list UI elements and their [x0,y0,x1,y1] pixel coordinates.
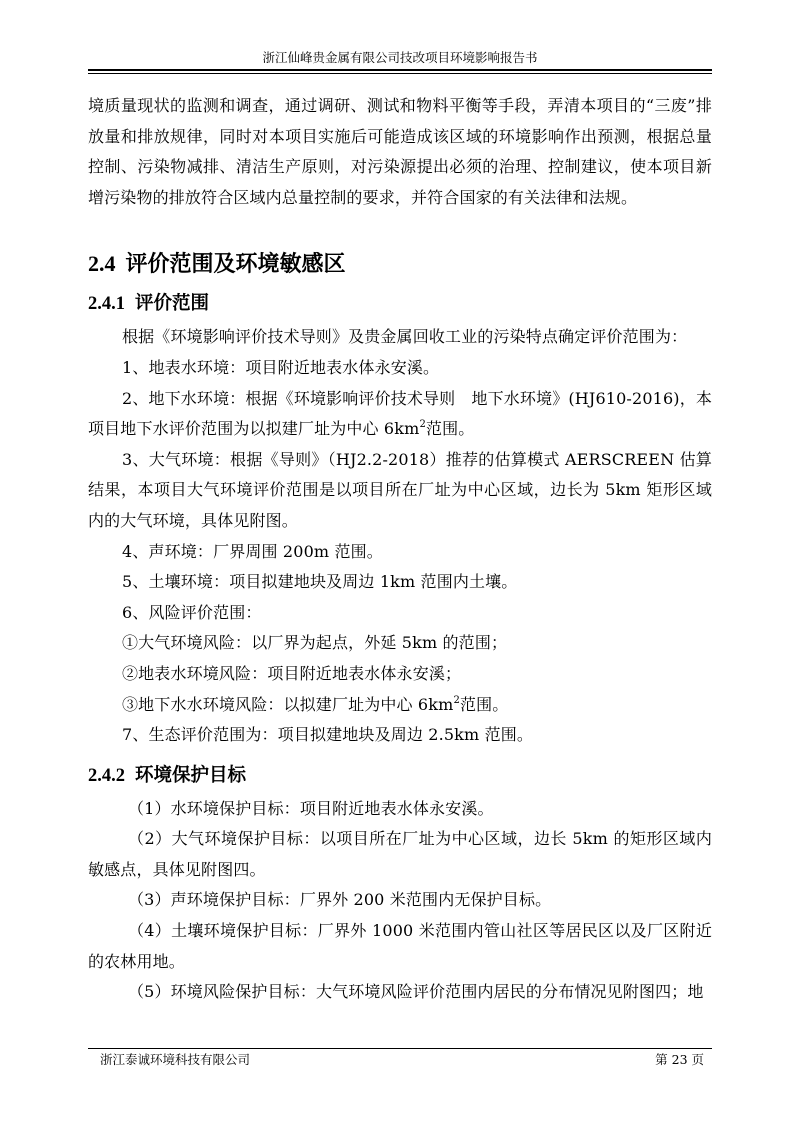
subsection-number: 2.4.1 [88,294,125,315]
subsection-heading-2-4-1 [88,290,712,318]
text-run: 2、地下水环境：根据《环境影响评价技术导则 地下水环境》(HJ610-2016)，本项目地下水评价范围为以拟建厂址为中心 6km [88,388,712,439]
target-soil: （4）土壤环境保护目标：厂界外 1000 米范围内管山社区等居民区以及厂区附近的农林用地。 [88,921,712,971]
subsection-title: 环境保护目标 [135,764,247,786]
footer-company: 浙江泰诚环境科技有限公司 [100,1052,251,1067]
scope-atmosphere: 3、大气环境：根据《导则》（HJ2.2-2018）推荐的估算模式 AERSCREEN 估算结果，本项目大气环境评价范围是以项目所在厂址为中心区域，边长为 5km 矩形区域内的大气环境，具体见附图。 [88,449,712,530]
superscript: 2 [453,694,460,706]
subsection-heading-2-4-2 [88,762,712,790]
target-atmosphere: （2）大气环境保护目标：以项目所在厂址为中心区域，边长 5km 的矩形区域内敏感点，具体见附图四。 [88,829,712,879]
target-water: （1）水环境保护目标：项目附近地表水体永安溪。 [128,798,494,818]
section-number: 2.4 [88,251,116,277]
scope-risk-surface-water: ②地表水环境风险：项目附近地表水体永安溪； [122,663,462,683]
intro-paragraph: 境质量现状的监测和调查，通过调研、测试和物料平衡等手段，弄清本项目的“三废”排放量和排放规律，同时对本项目实施后可能造成该区域的环境影响作出预测，根据总量控制、污染物减排、清洁生产原则，对污染源提出必须的治理、控制建议，使本项目新增污染物的排放符合区域内总量控制的要求，并符合国家的有关法律和法规。 [88,96,712,207]
subsection-title: 评价范围 [135,293,210,315]
scope-intro: 根据《环境影响评价技术导则》及贵金属回收工业的污染特点确定评价范围为： [122,327,688,347]
scope-risk: 6、风险评价范围： [122,602,262,622]
scope-acoustic: 4、声环境：厂界周围 200m 范围。 [122,541,383,561]
section-title: 评价范围及环境敏感区 [125,251,346,278]
subsection-number: 2.4.2 [88,765,125,786]
target-risk: （5）环境风险保护目标：大气环境风险评价范围内居民的分布情况见附图四；地 [128,982,704,1002]
text-run: ③地下水水环境风险：以拟建厂址为中心 6km [122,694,454,714]
header-rule [88,69,712,71]
footer-page-number: 第 23 页 [655,1052,704,1067]
scope-soil: 5、土壤环境：项目拟建地块及周边 1km 范围内土壤。 [122,572,518,592]
section-heading-2-4 [88,249,712,279]
text-run: 范围。 [459,694,509,714]
footer-rule [88,1048,712,1049]
scope-risk-groundwater [88,690,712,721]
page-header: 浙江仙峰贵金属有限公司技改项目环境影响报告书 [262,50,538,65]
superscript: 2 [419,419,426,431]
header-rule-secondary [88,73,712,74]
document-body [88,91,712,1008]
scope-groundwater [88,384,712,445]
scope-ecology: 7、生态评价范围为：项目拟建地块及周边 2.5km 范围。 [122,725,534,745]
scope-surface-water: 1、地表水环境：项目附近地表水体永安溪。 [122,357,440,377]
text-run: 范围。 [425,419,475,439]
target-acoustic: （3）声环境保护目标：厂界外 200 米范围内无保护目标。 [128,890,552,910]
scope-risk-atmosphere: ①大气环境风险：以厂界为起点，外延 5km 的范围； [122,633,508,653]
